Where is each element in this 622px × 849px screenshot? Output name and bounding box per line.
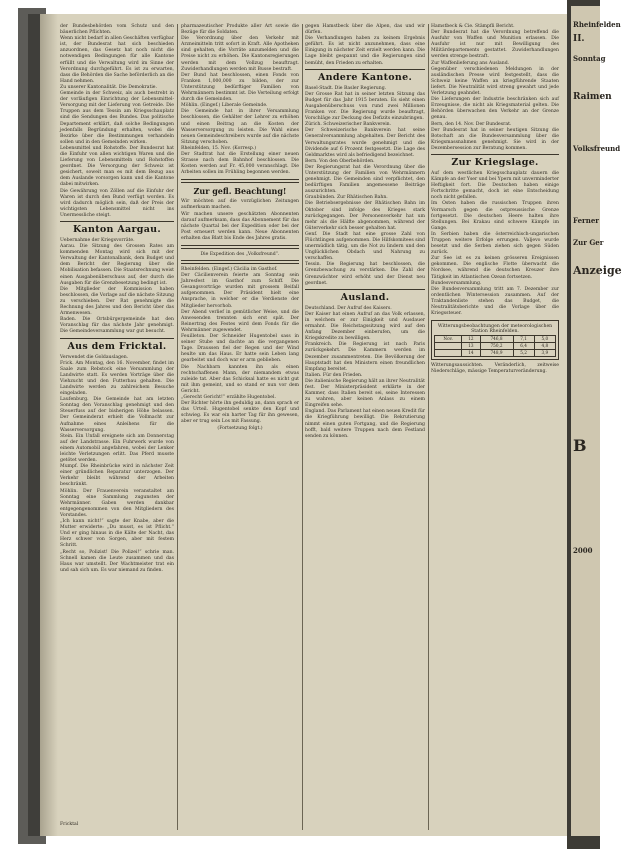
weather-cell: 12 [462,336,480,343]
weather-cell: 13 [462,343,480,350]
article-text: Verwendet die Goldauslagen. [60,354,129,360]
article-text: Bundesversammlung. [431,280,482,286]
article-text: Rheinfelden. (Eingef.) Cäcilia im Gasthof. [181,267,278,272]
weather-cell: 750,2 [480,343,513,350]
opposite-page-text: Rheinfelden [573,20,621,29]
section-rule [431,154,559,155]
book-binding-shadow [28,14,40,836]
article-text: Hamstbeck & Cie. Stämpfli Bericht. [431,24,515,29]
article-text: Der Schweizerische Bankverein hat seine Generalversammlung abgehalten. Der Bericht des Verwaltungsrates wurde genehmigt und die Dividende auf 6 Prozent festgesetzt. Die Lage des Geldmarktes wird als befriedigend bezeichnet. [305,128,425,158]
article-text: Die Verhandlungen haben zu keinem Ergebnis geführt. Es ist nicht anzunehmen, dass eine Einigung in nächster Zeit erzielt werden kann. Die Lage bleibt gespannt und die Regierungen sind bemüht, den Frieden zu erhalten. [305,36,425,66]
page-gutter-shadow [40,14,58,836]
article-text: Uebernahme der Kriegsvorräte. [60,238,135,243]
section-rule [60,221,174,222]
article-text: Die Nachbarn kannten ihn als einen rechtschaffenen Mann, der niemandem etwas zuleide tat. Aber das Schicksal hatte es nicht gut mit ihm gemeint, und so stand er nun vor dem Gericht. [181,364,299,394]
section-heading: Ausland. [340,291,390,303]
weather-cell: 3,9 [534,350,555,357]
article-text: Gemeinde in der Schweiz, als auch bestrebt in der vorläufigen Einrichtung der Lebensmittel-Versorgung mit der Lieferung von Getreide. Die Truppen aus dem Tessin am Kriegsschauplatz sind die Sendungen des Bundes. Das politische Departement erklärt, daß solche Bedingungen jedenfalls Begründung erhalten, wobei die Bezirke über die Bestimmungen verhandeln sollen und in den Gemeinden wirken. [60,91,174,145]
weather-cell: 6,4 [513,343,534,350]
continued-note: (Fortsetzung folgt.) [217,426,263,432]
weather-cell [435,350,462,357]
weather-cell: 7,1 [513,336,534,343]
section-rule [181,260,299,264]
article-text: England. Das Parlament hat einen neuen Kredit für die Kriegführung bewilligt. Die Rekrutierung nimmt einen guten Fortgang, und die Regierung hofft, bald weitere Truppen nach dem Festland senden zu können. [305,409,425,439]
opposite-page [571,6,622,836]
article-text: „Gerecht Gericht!“ erzählte Hugentobel. [181,394,276,400]
article-text: Genf. Die Stadt hat eine grosse Zahl von Flüchtlingen aufgenommen. Die Hilfskomitees sind unermüdlich tätig, um die Not zu lindern und den Unglücklichen Obdach und Nahrung zu verschaffen. [305,231,425,262]
article-text: Der Cäcilienverein feierte am Sonntag sein Jahresfest im Gasthof zum Schiff. Die Gesangsvorträge wurden mit grossem Beifall aufgenommen. Der Präsident hielt eine Ansprache, in welcher er die Verdienste der Mitglieder hervorhob. [181,273,299,309]
opposite-page-text: Zur Ger [573,238,604,247]
article-text: Der Bund hat beschlossen, einen Fonds von Franken 1,000,000 zu bilden, der zur Unterstützung bedürftiger Familien von Wehrmännern bestimmt ist. Die Verteilung erfolgt durch die Gemeinden. [181,72,299,103]
opposite-page-text: Ferner [573,216,599,225]
article-text: Der Richter hörte ihn geduldig an, dann sprach er das Urteil. Hugentobel senkte den Kopf und schwieg. Es war ein harter Tag für ihn gewesen, aber er trug sein Los mit Fassung. [181,401,299,425]
section-rule [181,245,299,249]
column-rule [302,24,303,830]
weather-cell: 5,0 [534,336,555,343]
opposite-page-text: Anzeige [573,264,622,277]
article-text: Wir möchten auf die vorzüglichen Zeitungen aufmerksam machen. [181,199,299,211]
article-text: „Ich kann nicht!“ sagte der Knabe, aber die Mutter erwiderte: „Du musst, es ist Pflicht.“ Und er ging hinaus in die Kälte der Nacht, das Herz schwer von Sorgen, aber mit festem Schritt. [60,519,174,549]
weather-cell: 748,9 [480,350,513,357]
article-text: Zu unserer Kantonalität. Die Demokratie. [60,84,157,90]
page-footer: Fricktal [60,822,79,827]
weather-cell [435,343,462,350]
section-rule [181,179,299,183]
article-text: Der Stadtrat hat die Erstellung einer neuen Strasse nach dem Bahnhof beschlossen. Die Kosten werden auf Fr. 45,000 veranschlagt. Die Arbeiten sollen im Frühling begonnen werden. [181,151,299,176]
article-text: Rheinfelden, 15. Nov. (Korresp.) [181,145,257,151]
section-heading: Andere Kantone. [317,71,413,83]
article-text: Der Bundesrat hat die Verordnung betreffend die Ausfuhr von Waffen und Munition erlassen. Die Ausfuhr ist nur mit Bewilligung des Militärdepartements gestattet. Zuwiderhandlungen werden strenge bestraft. [431,30,559,60]
opposite-page-text: II. [573,34,585,44]
article-text: Wir machen unsere geschätzten Abonnenten darauf aufmerksam, dass das Abonnement für das nächste Quartal bei der Expedition oder bei der Post erneuert werden kann. Neue Abonnenten erhalten das Blatt bis Ende des Jahres gratis. [181,211,299,241]
article-text: Die Lieferungen der Industrie beschränken sich auf Erzeugnisse, die nicht als Kriegsmaterial gelten. Die Behörden überwachen den Verkehr an der Grenze genau. [431,97,559,121]
article-text: Baden. Die Ortsbürgergemeinde hat den Voranschlag für das nächste Jahr genehmigt. Die Gemeindeversammlung war gut besucht. [60,317,174,335]
article-text: Witterungsaussichten. Veränderlich, zeitweise Niederschläge, mässige Temperaturveränderung. [431,363,559,375]
opposite-page-text: B [573,436,587,455]
article-text: Möhlin. (Eingef.) Liberale Gemeinde. [181,103,268,109]
article-text: Der Bundesrat hat in seiner heutigen Sitzung die Botschaft an die Bundesversammlung über die Kriegsmassnahmen genehmigt. Sie wird in der Dezembersession zur Beratung kommen. [431,127,559,151]
article-text: Gegenüber verschiedenen Meldungen in der ausländischen Presse wird festgestellt, dass die Schweiz keine Waffen an kriegführende Staaten liefert. Die Neutralität wird streng gewahrt und jede Verletzung geahndet. [431,66,559,97]
article-text: Die Betriebsergebnisse der Rhätischen Bahn im Oktober sind infolge des Krieges stark zurückgegangen. Der Personenverkehr hat um mehr als die Hälfte abgenommen, während der Güterverkehr sich besser gehalten hat. [305,201,425,231]
column-rule [428,24,429,830]
article-text: Aarau. Die Sitzung des Grossen Rates am kommenden Montag wird sich mit der Verwaltung der Kantonalbank, dem Budget und dem Bericht der Regierung über die Mobilisation befassen. Die Staatsrechnung weist einen Ausgabenüberschuss auf, der durch die Ausgaben für die Grenzbesetzung bedingt ist. [60,244,174,286]
article-text: Die italienische Regierung hält an ihrer Neutralität fest. Der Ministerpräsident erklärte in der Kammer, dass Italien bereit sei, seine Interessen zu wahren, aber keinen Anlass zu einem Eingreifen sehe. [305,378,425,409]
column-4 [431,24,559,830]
article-text: Bern, den 14. Nov. Der Bundesrat. [431,121,512,127]
article-text: Die Gemeinde hat in ihrer Versammlung beschlossen, die Gehälter der Lehrer zu erhöhen und einen Beitrag an die Kosten der Wasserversorgung zu leisten. Die Wahl eines neuen Gemeindeschreibers wurde auf die nächste Sitzung verschoben. [181,109,299,145]
section-rule [305,69,425,70]
weather-row [435,336,556,343]
weather-cell: 746,8 [480,336,513,343]
article-text: Die Bundesversammlung tritt am 7. Dezember zur ordentlichen Wintersession zusammen. Auf der Traktandenliste stehen das Budget, die Neutralitätsberichte und die Vorlage über die Kriegssteuer. [431,286,559,317]
column-3 [305,24,425,830]
article-text: Zur Waffenlieferung ans Ausland. [431,60,510,66]
article-text: Der Regierungsrat hat die Verordnung über die Unterstützung der Familien von Wehrmännern genehmigt. Die Gemeinden sind verpflichtet, den bedürftigen Familien angemessene Beiträge auszurichten. [305,164,425,195]
article-text: In Serbien haben die österreichisch-ungarischen Truppen weitere Erfolge errungen. Valjevo wurde besetzt und die Serben ziehen sich gegen Süden zurück. [431,231,559,256]
article-text: Feuilleton. Der Schneider Hugentobel sass in seiner Stube und dachte an die vergangenen Tage. Draussen fiel der Regen und der Wind heulte um das Haus. Er hatte sein Leben lang gearbeitet und doch war er arm geblieben. [181,334,299,364]
column-rule [177,24,178,830]
section-rule [60,338,174,339]
article-text: Frankreich. Die Regierung ist nach Paris zurückgekehrt. Die Kammern werden im Dezember zusammentreten. Die Bevölkerung der Hauptstadt hat den Ministern einen freundlichen Empfang bereitet. [305,342,425,372]
column-1 [60,24,174,830]
article-text: Lebensmittel und Rohstoffe. Der Bundesrat hat die Einfuhr von allen wichtigen Waren und die Lieferung von Lebensmitteln und Rohstoffen geordnet. Die Versorgung der Schweiz ist gesichert, soweit man es mit dem Bezug aus dem Auslande vorsorgen kann und die Kantone dabei mitwirken. [60,145,174,188]
section-heading: Zur gefl. Beachtung! [193,186,287,197]
article-text: Graubünden. Zur Rhätischen Bahn. [305,195,388,201]
opposite-page-text: Raimen [573,92,612,102]
article-text: Möhlin. Der Frauenverein veranstaltet am Sonntag eine Sammlung zugunsten der Wehrmänner. Gaben werden dankbar entgegengenommen von den Mitgliedern des Vorstandes. [60,488,174,518]
article-text: „Recht so, Polizist! Die Polizei!“ schrie man. Schnell kamen die Leute zusammen und das Haus war umstellt. Der Wachtmeister trat ein und sah sich um. Es war niemand zu finden. [60,549,174,573]
article-text: Die Mitglieder der Kommission haben beschlossen, die Vorlage auf die nächste Sitzung zu verschieben. Der Rat genehmigte die Rechnung des Jahres und den Bericht über das Armenwesen. [60,286,174,317]
article-text: gegen Hamstbeck über die Alpen, das und wir dürfen. [305,24,425,36]
opposite-page-text: Sonntag [573,54,606,63]
article-text: Der Abend verlief in gemütlicher Weise, und die Anwesenden trennten sich erst spät. Der Reinertrag des Festes wird dem Fonds für die Wehrmänner zugewendet. [181,309,299,333]
article-text: Laufenburg. Die Gemeinde hat am letzten Sonntag den Voranschlag genehmigt und den Steuerfuss auf der bisherigen Höhe belassen. Der Gemeinderat erhielt die Vollmacht zur Aufnahme eines Anleihens für die Wasserversorgung. [60,397,174,433]
article-text: Stein. Ein Unfall ereignete sich am Donnerstag auf der Landstrasse. Ein Fuhrwerk wurde von einem Automobil angefahren, wobei der Lenker leichte Verletzungen erlitt. Das Pferd musste getötet werden. [60,433,174,464]
weather-box [431,320,559,360]
article-text: Frick. Am Montag, den 16. November, findet im Saale zum Rebstock eine Versammlung der Landwirte statt. Es werden Vorträge über die Viehzucht und den Futterbau gehalten. Die Landwirte werden zu zahlreichem Besuche eingeladen. [60,360,174,397]
weather-cell: 5,2 [513,350,534,357]
article-text: Die Gewährung von Zöllen auf die Einfuhr der Waren ist durch den Bund verfügt worden. Es wird dadurch möglich sein, daß der Preis der wichtigsten Lebensmittel nicht ins Unermessliche steigt. [60,188,174,218]
article-text: Wenn nicht bedarf in allen Geschäften verfügbar ist, der Bundesrat hat sich beschieden anzuordnen, das Gesetz hat noch nicht die notwendigen Bedingungen für alle Kantone erfüllt und die Verwaltung wird im Sinne der Verordnung durchgeführt. Es ist zu erwarten, dass die Behörden die Sache beförderlich an die Hand nehmen. [60,36,174,84]
section-heading: Kanton Aargau. [72,224,161,235]
article-text: Zur See ist es zu keinen grösseren Ereignissen gekommen. Die englische Flotte überwacht die Nordsee, während die deutschen Kreuzer ihre Tätigkeit im Atlantischen Ozean fortsetzen. [431,256,559,280]
article-text: Tessin. Die Regierung hat beschlossen, die Grenzbewachung zu verstärken. Die Zahl der Grenzwächter wird erhöht und der Dienst neu geordnet. [305,262,425,286]
article-text: Im Osten haben die russischen Truppen ihren Vormarsch gegen die ostpreussische Grenze fortgesetzt. Die deutschen Heere halten ihre Stellungen. Bei Krakau sind schwere Kämpfe im Gange. [431,201,559,231]
article-text: Die Verordnung über den Verkehr mit Arzneimitteln tritt sofort in Kraft. Alle Apotheken sind gehalten, die Vorräte anzumelden und die Preise nicht zu erhöhen. Die Kantonsregierungen werden mit dem Vollzug beauftragt. Zuwiderhandlungen werden mit Busse bestraft. [181,36,299,72]
article-text: der Bundesbehörden vom Schutz und den bäuerlichen Pflichten. [60,24,174,36]
article-text: Der Grosse Rat hat in seiner letzten Sitzung das Budget für das Jahr 1915 beraten. Es sieht einen Ausgabenüberschuss von rund zwei Millionen Franken vor. Die Regierung wurde beauftragt, Vorschläge zur Deckung des Defizits einzubringen. [305,91,425,122]
article-text: Der Kaiser hat einen Aufruf an das Volk erlassen, in welchem er zur Einigkeit und Ausdauer ermahnt. Die Reichstagssitzung wird auf den Anfang Dezember einberufen, um die Kriegskredite zu bewilligen. [305,311,425,342]
notice-signature: Die Expedition des „Volksfreund“. [200,252,280,257]
article-text: Italien. Für den Frieden. [305,372,363,378]
section-heading: Zur Kriegslage. [451,156,539,168]
weather-table [434,335,556,357]
opposite-page-text: Volksfreund [573,144,621,153]
weather-cell: 14 [462,350,480,357]
weather-row [435,350,556,357]
article-text: Auf dem westlichen Kriegsschauplatz dauern die Kämpfe an der Yser und bei Ypern mit unverminderter Heftigkeit fort. Die Deutschen haben einige Fortschritte gemacht, doch ist eine Entscheidung noch nicht gefallen. [431,170,559,201]
weather-cell: 4,8 [534,343,555,350]
weather-title: Witterungsbeobachtungen der meteorologischen Station Rheinfelden. [437,324,553,335]
article-text: Bern. Von den Oberbehörden. [305,158,375,164]
opposite-page-text: 2000 [573,546,593,555]
article-text: Zürich. Schweizerischer Bankverein. [305,122,392,128]
weather-row [435,343,556,350]
column-2 [181,24,299,830]
article-text: Deutschland. Der Aufruf des Kaisers. [305,305,392,311]
article-text: Mumpf. Die Rheinbrücke wird in nächster Zeit einer gründlichen Reparatur unterzogen. Der Verkehr bleibt während der Arbeiten beschränkt. [60,464,174,488]
section-rule [305,289,425,290]
article-text: pharmazeutischer Produkte aller Art sowie die Bezüge für die Soldaten. [181,24,299,36]
article-text: Basel-Stadt. Die Basler Regierung. [305,85,387,91]
weather-cell: Nov. [435,336,462,343]
section-heading: Aus dem Fricktal. [67,340,167,352]
